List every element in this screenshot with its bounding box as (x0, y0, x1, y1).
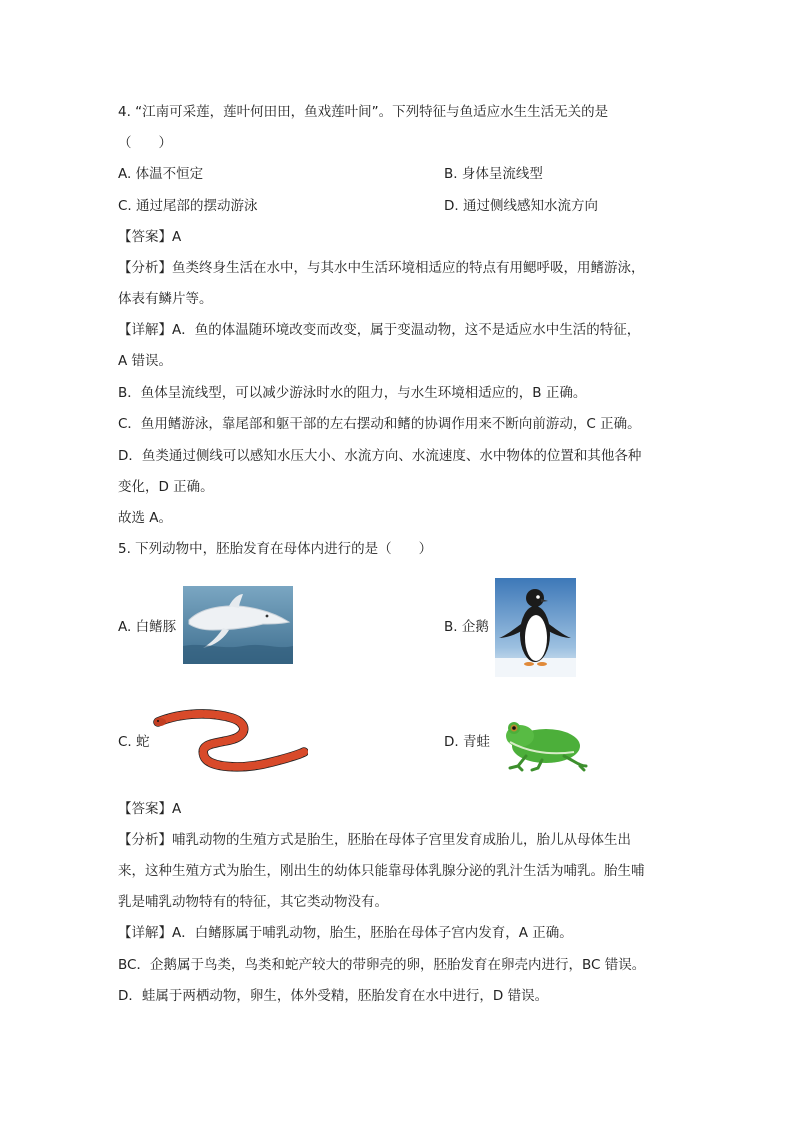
q4-option-b: B. 身体呈流线型 (444, 166, 543, 182)
q4-stem: 4. “江南可采莲，莲叶何田田，鱼戏莲叶间”。下列特征与鱼适应水生生活无关的是 (118, 104, 609, 120)
q5-option-b-label: B. 企鹅 (444, 619, 489, 635)
q4-detail-line: 故选 A。 (118, 510, 173, 526)
q5-option-c-label: C. 蛇 (118, 734, 150, 750)
snake-image (152, 708, 308, 774)
q4-analysis-line: 【分析】鱼类终身生活在水中，与其水中生活环境相适应的特点有用鳃呼吸，用鳍游泳， (118, 260, 645, 276)
q4-detail-line: B．鱼体呈流线型，可以减少游泳时水的阻力，与水生环境相适应的，B 正确。 (118, 385, 587, 401)
q4-analysis-line: 体表有鳞片等。 (118, 291, 213, 307)
dolphin-image (183, 586, 293, 664)
q4-paren: （ ） (118, 135, 172, 151)
q4-answer: 【答案】A (118, 229, 182, 245)
q5-analysis-line: 来，这种生殖方式为胎生，刚出生的幼体只能靠母体乳腺分泌的乳汁生活为哺乳。胎生哺 (118, 863, 645, 879)
q4-detail-line: C．鱼用鳍游泳，靠尾部和躯干部的左右摆动和鳍的协调作用来不断向前游动，C 正确。 (118, 416, 641, 432)
q4-detail-line: D．鱼类通过侧线可以感知水压大小、水流方向、水流速度、水中物体的位置和其他各种 (118, 448, 642, 464)
q4-option-d: D. 通过侧线感知水流方向 (444, 198, 598, 214)
q5-detail-line: D．蛙属于两栖动物，卵生，体外受精，胚胎发育在水中进行，D 错误。 (118, 988, 549, 1004)
q5-detail-line: 【详解】A．白鳍豚属于哺乳动物，胎生，胚胎在母体子宫内发育，A 正确。 (118, 925, 573, 941)
q4-option-c: C. 通过尾部的摆动游泳 (118, 198, 258, 214)
q5-answer: 【答案】A (118, 801, 182, 817)
q4-detail-line: 变化，D 正确。 (118, 479, 214, 495)
q5-analysis-line: 【分析】哺乳动物的生殖方式是胎生，胚胎在母体子宫里发育成胎儿，胎儿从母体生出 (118, 832, 631, 848)
penguin-image (495, 578, 576, 677)
q5-detail-line: BC．企鹅属于鸟类，鸟类和蛇产较大的带卵壳的卵，胚胎发育在卵壳内进行，BC 错误。 (118, 957, 646, 973)
q4-option-a: A. 体温不恒定 (118, 166, 204, 182)
q5-option-a-label: A. 白鳍豚 (118, 619, 177, 635)
frog-image (496, 716, 592, 772)
q5-analysis-line: 乳是哺乳动物特有的特征，其它类动物没有。 (118, 894, 388, 910)
q4-detail-line: A 错误。 (118, 353, 173, 369)
q4-detail-line: 【详解】A．鱼的体温随环境改变而改变，属于变温动物，这不是适应水中生活的特征， (118, 322, 641, 338)
q5-stem: 5. 下列动物中，胚胎发育在母体内进行的是（ ） (118, 541, 433, 557)
q5-option-d-label: D. 青蛙 (444, 734, 490, 750)
